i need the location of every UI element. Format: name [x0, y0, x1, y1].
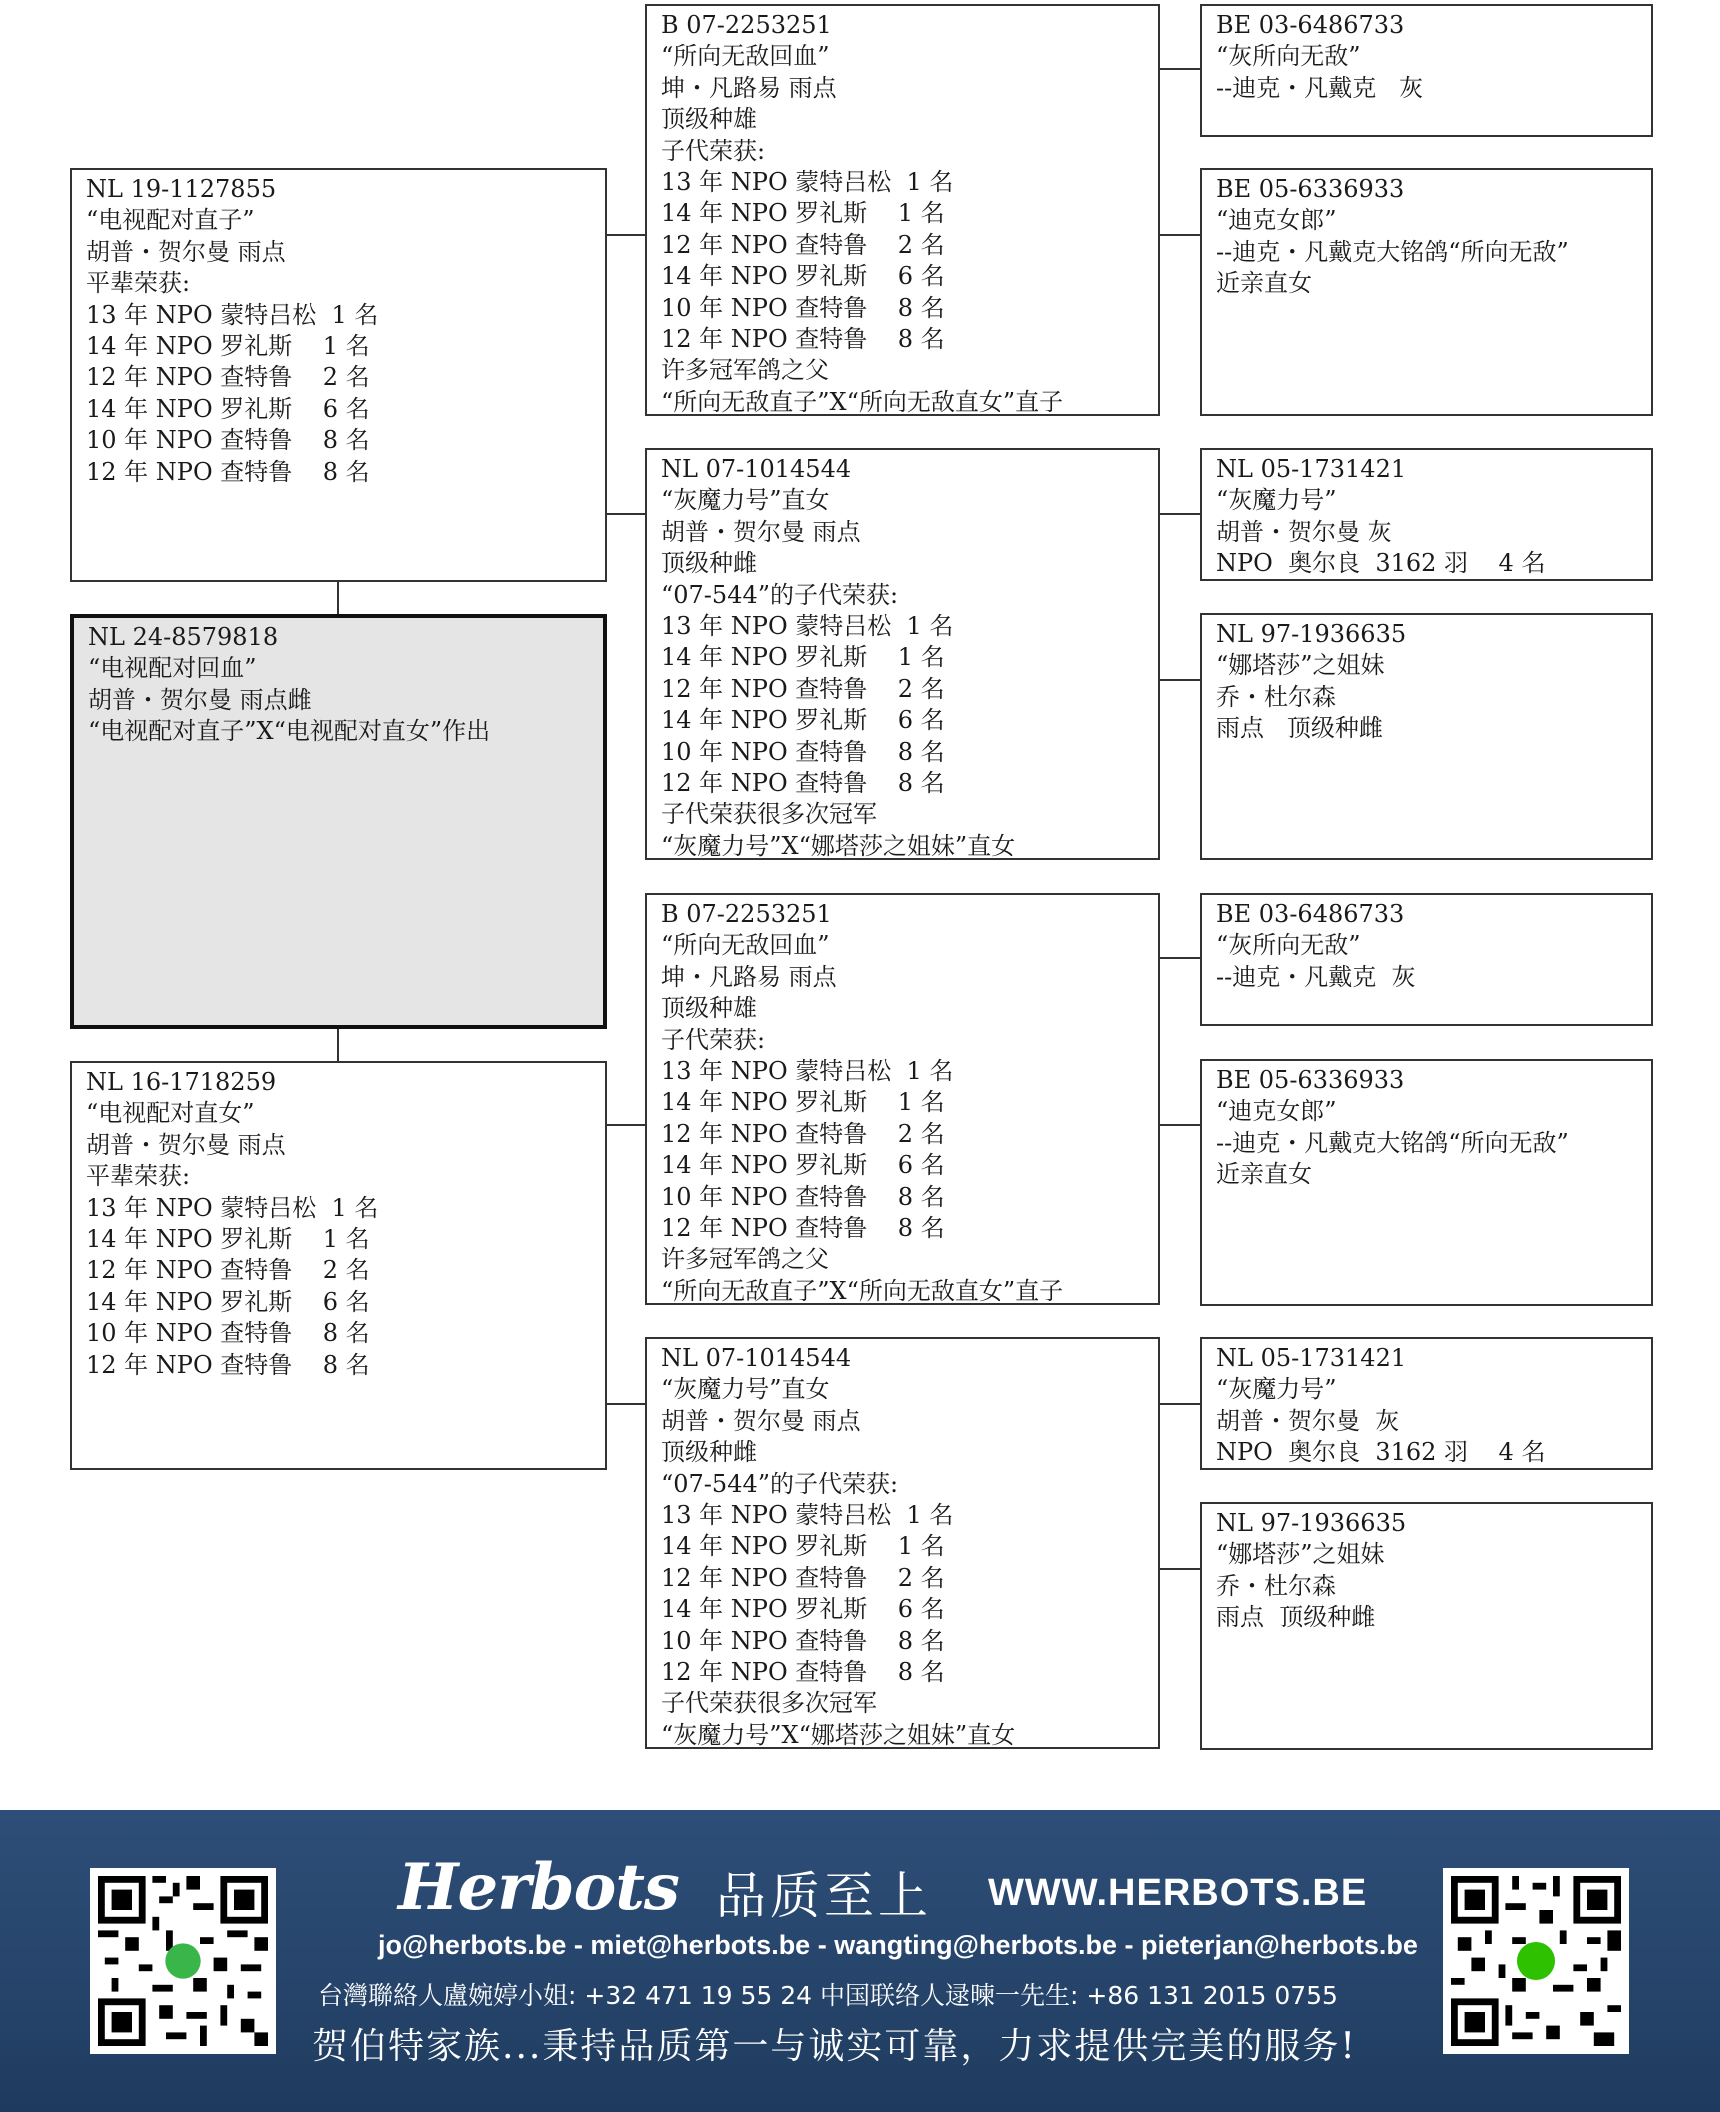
pedigree-line: NL 05-1731421 [1216, 455, 1407, 483]
pedigree-line: 坤・凡路易 雨点 [661, 73, 837, 102]
contact-emails: jo@herbots.be - miet@herbots.be - wangting@herbots.be - pieterjan@herbots.be [378, 1930, 1418, 1960]
pedigree-line: 12 年 NPO 查特鲁 2 名 [661, 1563, 945, 1592]
pedigree-line: 雨点 顶级种雌 [1216, 1603, 1376, 1632]
pedigree-line: 14 年 NPO 罗礼斯 1 名 [661, 1088, 945, 1117]
pedigree-line: 13 年 NPO 蒙特吕松 1 名 [661, 612, 954, 641]
pedigree-line: “灰所向无敌” [1216, 42, 1361, 71]
footer-banner [0, 1810, 1720, 2112]
pedigree-line: 顶级种雄 [661, 105, 757, 134]
pedigree-line: 12 年 NPO 查特鲁 8 名 [661, 769, 945, 798]
pedigree-line: “所向无敌回血” [661, 931, 830, 960]
pedigree-line: 12 年 NPO 查特鲁 8 名 [661, 1214, 945, 1243]
pedigree-line: 12 年 NPO 查特鲁 2 名 [86, 1256, 370, 1285]
connector-line [605, 1403, 647, 1405]
connector-line [605, 234, 647, 236]
pedigree-line: 14 年 NPO 罗礼斯 1 名 [661, 643, 945, 672]
pedigree-line: 12 年 NPO 查特鲁 2 名 [661, 230, 945, 259]
qr-code-pattern [98, 1876, 268, 2046]
pedigree-line: NL 97-1936635 [1216, 1509, 1407, 1537]
great-grandparent-card-2 [1200, 168, 1653, 416]
pedigree-line: “灰魔力号”X“娜塔莎之姐妹”直女 [661, 1720, 1016, 1749]
pedigree-line: NPO 奥尔良 3162 羽 4 名 [1216, 549, 1546, 578]
pedigree-line: “所向无敌直子”X“所向无敌直女”直子 [661, 387, 1064, 416]
pedigree-line: 10 年 NPO 查特鲁 8 名 [661, 293, 945, 322]
family-motto: 贺伯特家族...秉持品质第一与诚实可靠，力求提供完美的服务! [312, 2026, 1357, 2067]
pedigree-line: 10 年 NPO 查特鲁 8 名 [86, 426, 370, 455]
pedigree-line: 胡普・贺尔曼 灰 [1216, 517, 1392, 546]
great-grandparent-card-3 [1200, 448, 1653, 581]
great-grandparent-card-1 [1200, 4, 1653, 137]
connector-line [1158, 68, 1202, 70]
pedigree-line: NL 05-1731421 [1216, 1344, 1407, 1372]
pedigree-line: --迪克・凡戴克 灰 [1216, 962, 1416, 991]
pedigree-line: BE 03-6486733 [1216, 900, 1405, 928]
pedigree-line: 13 年 NPO 蒙特吕松 1 名 [661, 168, 954, 197]
pedigree-line: B 07-2253251 [661, 11, 832, 39]
contact-phones: 台灣聯絡人盧婉婷小姐: +32 471 19 55 24 中国联络人逯暕一先生: +86 131 2015 0755 [318, 1981, 1338, 2010]
pedigree-line: “电视配对直子”X“电视配对直女”作出 [88, 717, 491, 746]
pedigree-line: “灰魔力号”直女 [661, 486, 830, 515]
pedigree-line: “迪克女郎” [1216, 206, 1337, 235]
connector-line [1158, 957, 1202, 959]
sire-sire-card [645, 4, 1160, 416]
pedigree-line: NPO 奥尔良 3162 羽 4 名 [1216, 1438, 1546, 1467]
pedigree-line: 子代荣获很多次冠军 [661, 800, 877, 829]
pedigree-line: 13 年 NPO 蒙特吕松 1 名 [86, 300, 379, 329]
pedigree-line: “所向无敌直子”X“所向无敌直女”直子 [661, 1276, 1064, 1305]
pedigree-line: 许多冠军鸽之父 [661, 356, 829, 385]
pedigree-line: 12 年 NPO 查特鲁 8 名 [661, 1658, 945, 1687]
pedigree-line: 平辈荣获: [86, 269, 191, 298]
sire-card [70, 168, 607, 582]
great-grandparent-card-7 [1200, 1337, 1653, 1470]
pedigree-line: 10 年 NPO 查特鲁 8 名 [661, 1626, 945, 1655]
pedigree-line: 近亲直女 [1216, 1160, 1312, 1189]
connector-line [337, 1028, 339, 1063]
pedigree-line: 10 年 NPO 查特鲁 8 名 [661, 1182, 945, 1211]
pedigree-line: 乔・杜尔森 [1216, 1571, 1336, 1600]
pedigree-line: 12 年 NPO 查特鲁 8 名 [86, 1350, 370, 1379]
pedigree-line: “所向无敌回血” [661, 42, 830, 71]
dam-sire-card [645, 893, 1160, 1305]
pedigree-line: 胡普・贺尔曼 雨点 [661, 1406, 861, 1435]
pedigree-line: “娜塔莎”之姐妹 [1216, 651, 1385, 680]
pedigree-line: 14 年 NPO 罗礼斯 1 名 [86, 332, 370, 361]
pedigree-line: 14 年 NPO 罗礼斯 6 名 [661, 706, 945, 735]
pedigree-line: 顶级种雌 [661, 549, 757, 578]
pedigree-line: “灰所向无敌” [1216, 931, 1361, 960]
pedigree-line: --迪克・凡戴克大铭鸽“所向无敌” [1216, 1128, 1569, 1157]
pedigree-line: NL 24-8579818 [88, 623, 279, 651]
herbots-logo: Herbots [398, 1850, 679, 1925]
pedigree-line: 14 年 NPO 罗礼斯 1 名 [661, 199, 945, 228]
great-grandparent-card-5 [1200, 893, 1653, 1026]
pedigree-line: “电视配对回血” [88, 654, 257, 683]
pedigree-line: 14 年 NPO 罗礼斯 1 名 [86, 1225, 370, 1254]
pedigree-line: 14 年 NPO 罗礼斯 6 名 [661, 1595, 945, 1624]
pedigree-line: “娜塔莎”之姐妹 [1216, 1540, 1385, 1569]
pedigree-line: 胡普・贺尔曼 雨点 [86, 1130, 286, 1159]
pedigree-line: 14 年 NPO 罗礼斯 6 名 [86, 394, 370, 423]
pedigree-line: 12 年 NPO 查特鲁 2 名 [86, 363, 370, 392]
pedigree-line: “灰魔力号” [1216, 1375, 1337, 1404]
pedigree-line: B 07-2253251 [661, 900, 832, 928]
pedigree-line: BE 05-6336933 [1216, 1066, 1405, 1094]
great-grandparent-card-4 [1200, 613, 1653, 860]
connector-line [1158, 1403, 1202, 1405]
line-qr-code [90, 1868, 276, 2054]
pedigree-line: NL 16-1718259 [86, 1068, 277, 1096]
pedigree-line: 子代荣获很多次冠军 [661, 1689, 877, 1718]
wechat-qr-code [1443, 1868, 1629, 2054]
pedigree-line: 14 年 NPO 罗礼斯 6 名 [661, 262, 945, 291]
subject-pigeon-card [70, 614, 607, 1029]
pedigree-line: “电视配对直子” [86, 206, 255, 235]
pedigree-line: 顶级种雄 [661, 994, 757, 1023]
pedigree-line: 12 年 NPO 查特鲁 8 名 [86, 457, 370, 486]
dam-dam-card [645, 1337, 1160, 1749]
pedigree-line: 子代荣获: [661, 136, 766, 165]
connector-line [1158, 234, 1202, 236]
pedigree-line: 14 年 NPO 罗礼斯 1 名 [661, 1532, 945, 1561]
pedigree-line: NL 07-1014544 [661, 455, 852, 483]
pedigree-line: --迪克・凡戴克大铭鸽“所向无敌” [1216, 237, 1569, 266]
great-grandparent-card-6 [1200, 1059, 1653, 1306]
pedigree-line: “电视配对直女” [86, 1099, 255, 1128]
pedigree-line: 近亲直女 [1216, 269, 1312, 298]
pedigree-line: 10 年 NPO 查特鲁 8 名 [86, 1319, 370, 1348]
pedigree-line: “07-544”的子代荣获: [661, 580, 899, 609]
pedigree-line: “07-544”的子代荣获: [661, 1469, 899, 1498]
qr-code-pattern [1451, 1876, 1621, 2046]
pedigree-line: 14 年 NPO 罗礼斯 6 名 [661, 1151, 945, 1180]
pedigree-line: 平辈荣获: [86, 1162, 191, 1191]
pedigree-line: 12 年 NPO 查特鲁 2 名 [661, 674, 945, 703]
brand-row [398, 1850, 1368, 1925]
brand-slogan: 品质至上 [716, 1867, 932, 1925]
connector-line [605, 1124, 647, 1126]
pedigree-line: 10 年 NPO 查特鲁 8 名 [661, 737, 945, 766]
pedigree-line: “迪克女郎” [1216, 1097, 1337, 1126]
pedigree-line: 13 年 NPO 蒙特吕松 1 名 [661, 1501, 954, 1530]
pedigree-line: 13 年 NPO 蒙特吕松 1 名 [86, 1193, 379, 1222]
great-grandparent-card-8 [1200, 1502, 1653, 1750]
pedigree-line: --迪克・凡戴克 灰 [1216, 73, 1424, 102]
pedigree-line: 12 年 NPO 查特鲁 8 名 [661, 325, 945, 354]
dam-card [70, 1061, 607, 1470]
pedigree-line: 胡普・贺尔曼 雨点雌 [88, 685, 312, 714]
pedigree-line: NL 19-1127855 [86, 175, 277, 203]
connector-line [1158, 1568, 1202, 1570]
pedigree-line: 胡普・贺尔曼 雨点 [86, 237, 286, 266]
connector-line [1158, 679, 1202, 681]
pedigree-line: 12 年 NPO 查特鲁 2 名 [661, 1119, 945, 1148]
connector-line [1158, 513, 1202, 515]
pedigree-line: 13 年 NPO 蒙特吕松 1 名 [661, 1057, 954, 1086]
pedigree-line: “灰魔力号”直女 [661, 1375, 830, 1404]
connector-line [1158, 1124, 1202, 1126]
pedigree-line: 乔・杜尔森 [1216, 682, 1336, 711]
pedigree-line: 子代荣获: [661, 1025, 766, 1054]
pedigree-line: 雨点 顶级种雌 [1216, 714, 1383, 743]
pedigree-line: 胡普・贺尔曼 雨点 [661, 517, 861, 546]
pedigree-line: BE 05-6336933 [1216, 175, 1405, 203]
pedigree-line: BE 03-6486733 [1216, 11, 1405, 39]
pedigree-line: 坤・凡路易 雨点 [661, 962, 837, 991]
connector-line [605, 513, 647, 515]
pedigree-line: “灰魔力号” [1216, 486, 1337, 515]
pedigree-line: NL 07-1014544 [661, 1344, 852, 1372]
sire-dam-card [645, 448, 1160, 860]
pedigree-line: 顶级种雌 [661, 1438, 757, 1467]
pedigree-line: 14 年 NPO 罗礼斯 6 名 [86, 1287, 370, 1316]
pedigree-line: 许多冠军鸽之父 [661, 1245, 829, 1274]
website-link[interactable]: WWW.HERBOTS.BE [988, 1872, 1368, 1914]
pedigree-line: NL 97-1936635 [1216, 620, 1407, 648]
pedigree-line: 胡普・贺尔曼 灰 [1216, 1406, 1400, 1435]
pedigree-line: “灰魔力号”X“娜塔莎之姐妹”直女 [661, 831, 1016, 860]
connector-line [337, 580, 339, 616]
